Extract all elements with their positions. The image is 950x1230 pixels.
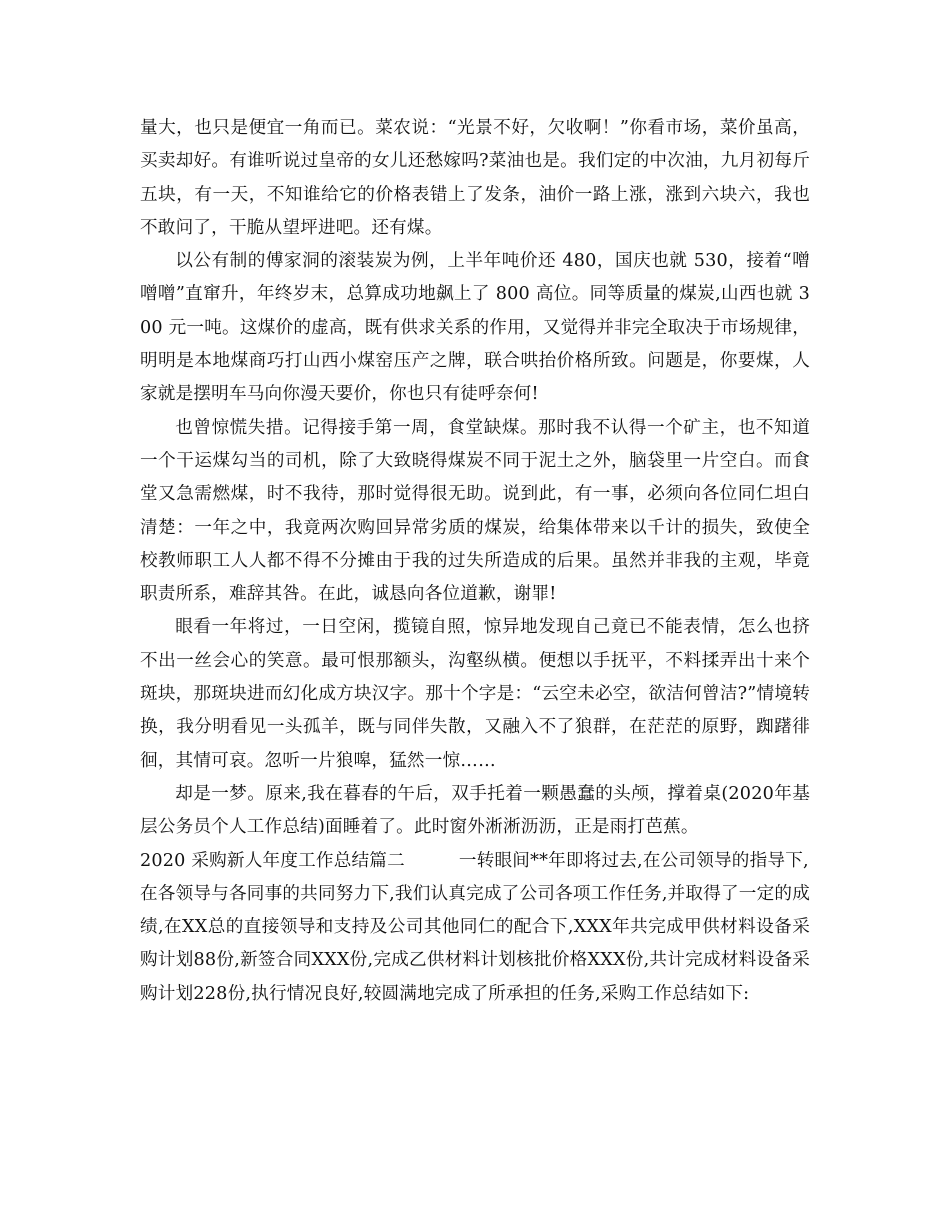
paragraph-coal-shortage: 也曾惊慌失措。记得接手第一周，食堂缺煤。那时我不认得一个矿主，也不知道一个干运煤勾当的司机，除了大致晓得煤炭不同于泥土之外，脑袋里一片空白。而食堂又急需燃煤，时不我待，那时觉得很无助。说到此，有一事，必须向各位同仁坦白清楚：一年之中，我竟两次购回异常劣质的煤炭，给集体带来以千计的损失，致使全校教师职工人人都不得不分摊由于我的过失所造成的后果。虽然并非我的主观，毕竟职责所系，难辞其咎。在此，诚恳向各位道歉，谢罪! (140, 417, 810, 605)
section-heading-line (140, 845, 810, 878)
paragraph-procurement-summary: 在各领导与各同事的共同努力下,我们认真完成了公司各项工作任务,并取得了一定的成绩,在XX总的直接领导和支持及公司其他同仁的配合下,XXX年共完成甲供材料设备采购计划88份,新签合同XXX份,完成乙供材料计划核批价格XXX份,共计完成材料设备采购计划228份,执行情况良好,较圆满地完成了所承担的任务,采购工作总结如下: (140, 883, 810, 1004)
section-title: 2020 采购新人年度工作总结篇二 (140, 850, 405, 871)
paragraph-dream: 却是一梦。原来,我在暮春的午后，双手托着一颗愚蠢的头颅，撑着桌(2020年基层公务员个人工作总结)面睡着了。此时窗外淅淅沥沥，正是雨打芭蕉。 (140, 783, 810, 838)
paragraph-mirror: 眼看一年将过，一日空闲，揽镜自照，惊异地发现自己竟已不能表情，怎么也挤不出一丝会心的笑意。最可恨那额头，沟壑纵横。便想以手抚平，不料揉弄出十来个斑块，那斑块进而幻化成方块汉字。那十个字是：“云空未必空，欲洁何曾洁?”情境转换，我分明看见一头孤羊，既与同伴失散，又融入不了狼群，在茫茫的原野，踟躇徘徊，其情可哀。忽听一片狼嗥，猛然一惊…… (140, 617, 810, 771)
paragraph-coal-price: 以公有制的傅家洞的滚装炭为例，上半年吨价还 480，国庆也就 530，接着“噌噌噌”直窜升，年终岁末，总算成功地飙上了 800 高位。同等质量的煤炭,山西也就 300 元一吨。这煤价的虚高，既有供求关系的作用，又觉得并非完全取决于市场规律，明明是本地煤商巧打山西小煤窑压产之牌，联合哄抬价格所致。问题是，你要煤，人家就是摆明车马向你漫天要价，你也只有徒呼奈何! (140, 251, 810, 405)
paragraph-continuation: 量大，也只是便宜一角而已。菜农说：“光景不好，欠收啊！”你看市场，菜价虽高，买卖却好。有谁听说过皇帝的女儿还愁嫁吗?菜油也是。我们定的中次油，九月初每斤五块，有一天，不知谁给它的价格表错上了发条，油价一路上涨，涨到六块六，我也不敢问了，干脆从望坪进吧。还有煤。 (140, 118, 810, 238)
section-intro: 一转眼间**年即将过去,在公司领导的指导下, (458, 850, 809, 871)
